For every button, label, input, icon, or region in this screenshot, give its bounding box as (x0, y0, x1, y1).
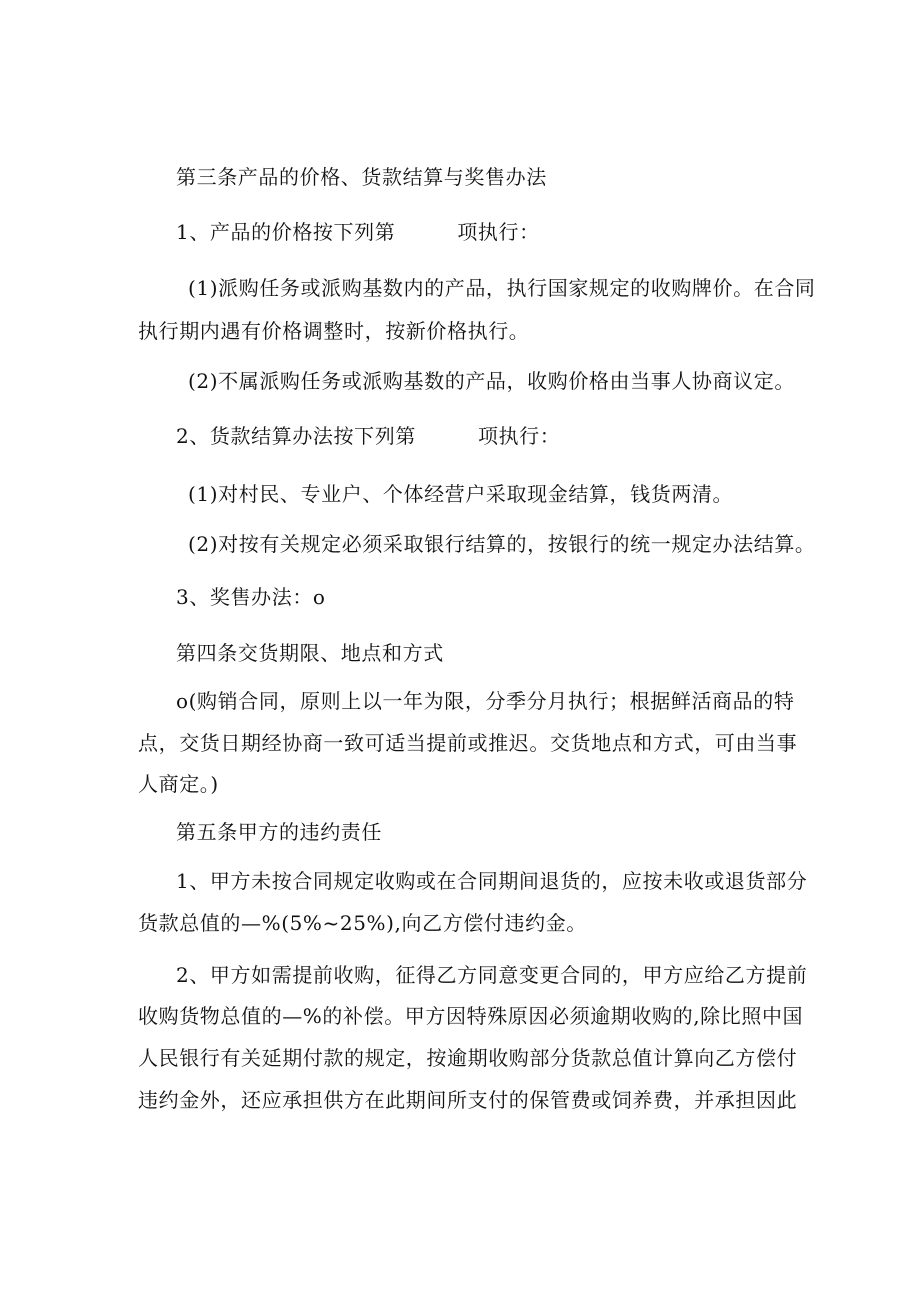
article-3-item-1-sub-1-line-2: 执行期内遇有价格调整时，按新价格执行。 (138, 319, 530, 343)
article-3-item-1-sub-1-line-1: (1)派购任务或派购基数内的产品，执行国家规定的收购牌价。在合同 (188, 276, 816, 300)
article-5-item-2-line-4: 违约金外，还应承担供方在此期间所支付的保管费或饲养费，并承担因此 (138, 1088, 798, 1112)
article-5-item-1-line-2: 货款总值的—%(5%~25%),向乙方偿付违约金。 (138, 911, 587, 935)
article-3-item-1-sub-2: (2)不属派购任务或派购基数的产品，收购价格由当事人协商议定。 (188, 369, 795, 393)
article-3-item-2-prefix: 2、货款结算办法按下列第 (176, 424, 416, 448)
article-3-item-2-sub-2: (2)对按有关规定必须采取银行结算的，按银行的统一规定办法结算。 (188, 532, 816, 556)
article-4-text-line-1: o(购销合同，原则上以一年为限，分季分月执行；根据鲜活商品的特 (176, 689, 795, 713)
article-4-text-line-3: 人商定。) (138, 772, 219, 796)
article-3-item-2 (176, 423, 560, 449)
article-4-text-line-2: 点，交货日期经协商一致可适当提前或推迟。交货地点和方式，可由当事 (138, 731, 798, 755)
article-3-heading: 第三条产品的价格、货款结算与奖售办法 (176, 165, 547, 189)
article-5-item-2-line-2: 收购货物总值的—%的补偿。甲方因特殊原因必须逾期收购的,除比照中国 (138, 1004, 804, 1028)
article-3-item-1-suffix: 项执行： (457, 220, 540, 244)
article-4-heading: 第四条交货期限、地点和方式 (176, 641, 444, 665)
article-5-heading: 第五条甲方的违约责任 (176, 820, 382, 844)
article-5-item-2-line-3: 人民银行有关延期付款的规定，按逾期收购部分货款总值计算向乙方偿付 (138, 1046, 798, 1070)
article-5-item-1-line-1: 1、甲方未按合同规定收购或在合同期间退货的，应按未收或退货部分 (176, 869, 808, 893)
article-3-item-2-suffix: 项执行： (477, 424, 561, 448)
article-3-item-3: 3、奖售办法：o (176, 585, 326, 609)
article-3-item-1-prefix: 1、产品的价格按下列第 (176, 220, 396, 244)
article-3-item-2-sub-1: (1)对村民、专业户、个体经营户采取现金结算，钱货两清。 (188, 482, 734, 506)
article-5-item-2-line-1: 2、甲方如需提前收购，征得乙方同意变更合同的，甲方应给乙方提前 (176, 963, 808, 987)
article-3-item-1 (176, 219, 540, 245)
